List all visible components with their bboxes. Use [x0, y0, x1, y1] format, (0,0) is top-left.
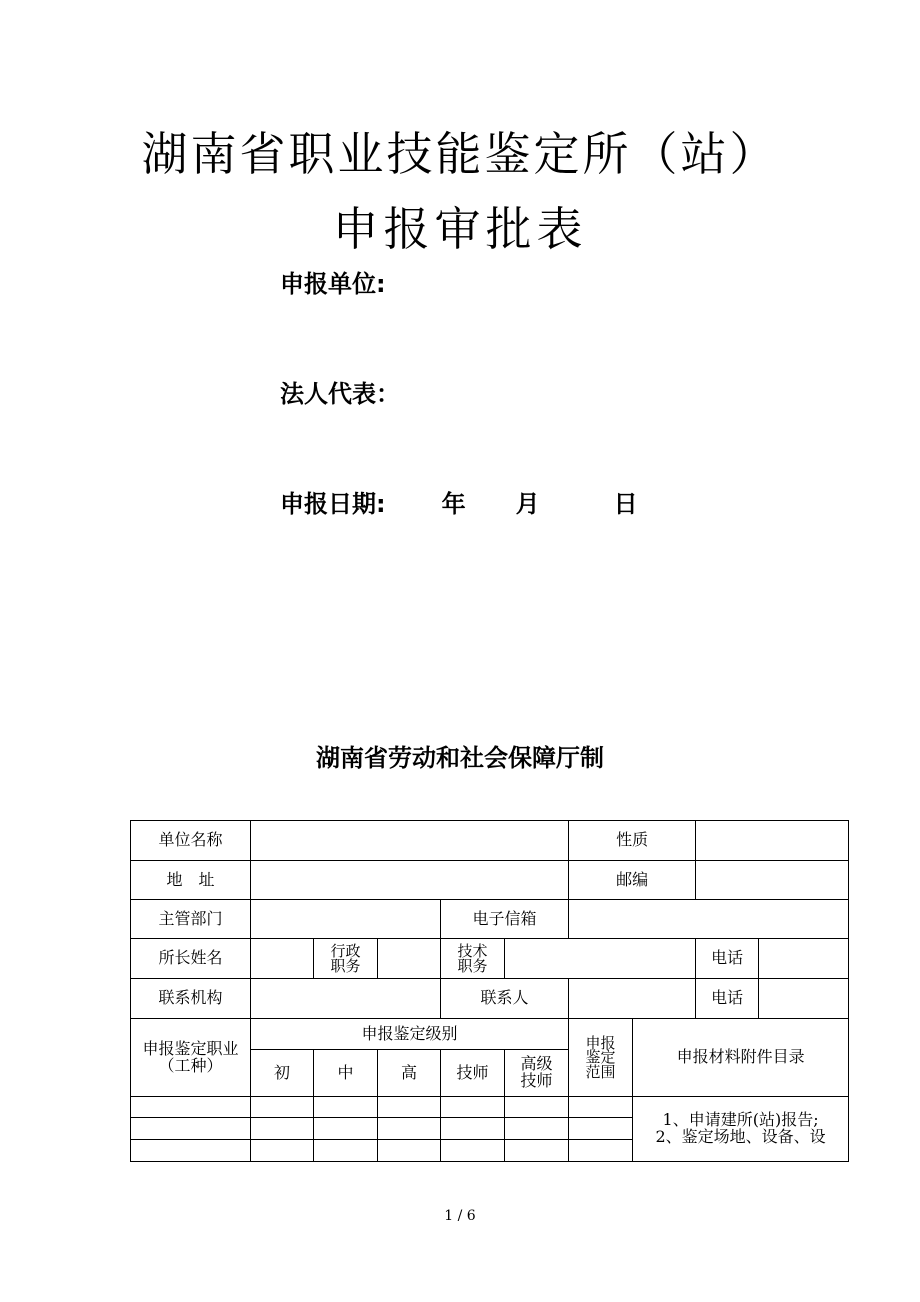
application-date-row [280, 484, 638, 519]
occupation-cell[interactable] [131, 1140, 251, 1162]
form-title-line1: 湖南省职业技能鉴定所（站） [141, 127, 779, 181]
tech-post-value[interactable] [505, 939, 696, 979]
occupation-label [131, 1019, 251, 1097]
tech-post-label [441, 939, 505, 979]
phone2-value[interactable] [759, 979, 849, 1019]
level-cell[interactable] [505, 1097, 569, 1118]
address-value[interactable] [251, 861, 569, 900]
page-number: 1 / 6 [444, 1208, 476, 1224]
unit-name-label: 单位名称 [131, 821, 251, 861]
application-table [130, 820, 849, 1162]
scope-text: 申报鉴定范围 [585, 1034, 616, 1081]
level-cell[interactable] [378, 1097, 441, 1118]
scope-cell[interactable] [569, 1140, 633, 1162]
admin-post-label [314, 939, 378, 979]
level-cell[interactable] [251, 1097, 314, 1118]
legal-representative-label: 法人代表： [280, 380, 400, 408]
occupation-cell[interactable] [131, 1118, 251, 1140]
department-label: 主管部门 [131, 900, 251, 939]
occupation-text: 申报鉴定职业（工种） [142, 1038, 239, 1075]
attachments-list [633, 1097, 849, 1162]
contact-person-label: 联系人 [441, 979, 569, 1019]
form-title-line2: 申报审批表 [332, 202, 588, 256]
year-label: 年 [441, 490, 466, 518]
level-cell[interactable] [378, 1140, 441, 1162]
level-cell[interactable] [251, 1118, 314, 1140]
phone-value[interactable] [759, 939, 849, 979]
unit-name-value[interactable] [251, 821, 569, 861]
level-cell[interactable] [251, 1140, 314, 1162]
occupation-cell[interactable] [131, 1097, 251, 1118]
attachment-item: 2、鉴定场地、设备、设 [655, 1127, 826, 1146]
phone2-label: 电话 [696, 979, 759, 1019]
attachments-header: 申报材料附件目录 [633, 1019, 849, 1097]
attachment-item: 1、申请建所(站)报告; [662, 1110, 819, 1130]
level-cell[interactable] [441, 1118, 505, 1140]
level-cell[interactable] [441, 1097, 505, 1118]
level-cell[interactable] [505, 1140, 569, 1162]
email-value[interactable] [569, 900, 849, 939]
applicant-unit-label: 申报单位: [280, 270, 386, 298]
level-header: 申报鉴定级别 [251, 1019, 569, 1050]
director-name-value[interactable] [251, 939, 314, 979]
admin-post-text: 行政职务 [330, 942, 361, 975]
month-label: 月 [515, 490, 540, 518]
level-cell[interactable] [314, 1097, 378, 1118]
address-label: 地 址 [131, 861, 251, 900]
day-label: 日 [613, 490, 638, 518]
level-cell[interactable] [378, 1118, 441, 1140]
postcode-value[interactable] [696, 861, 849, 900]
nature-value[interactable] [696, 821, 849, 861]
scope-cell[interactable] [569, 1118, 633, 1140]
contact-org-label: 联系机构 [131, 979, 251, 1019]
scope-label [569, 1019, 633, 1097]
level-junior: 初 [251, 1050, 314, 1097]
department-value[interactable] [251, 900, 441, 939]
issuer-line: 湖南省劳动和社会保障厅制 [316, 744, 604, 772]
phone-label: 电话 [696, 939, 759, 979]
email-label: 电子信箱 [441, 900, 569, 939]
level-cell[interactable] [441, 1140, 505, 1162]
level-cell[interactable] [505, 1118, 569, 1140]
level-senior-technician [505, 1050, 569, 1097]
contact-org-value[interactable] [251, 979, 441, 1019]
application-date-label: 申报日期: [280, 490, 386, 518]
contact-person-value[interactable] [569, 979, 696, 1019]
nature-label: 性质 [569, 821, 696, 861]
level-cell[interactable] [314, 1140, 378, 1162]
level-intermediate: 中 [314, 1050, 378, 1097]
level-cell[interactable] [314, 1118, 378, 1140]
admin-post-value[interactable] [378, 939, 441, 979]
director-name-label: 所长姓名 [131, 939, 251, 979]
postcode-label: 邮编 [569, 861, 696, 900]
senior-technician-text: 高级技师 [520, 1054, 553, 1090]
scope-cell[interactable] [569, 1097, 633, 1118]
tech-post-text: 技术职务 [457, 942, 488, 975]
level-technician: 技师 [441, 1050, 505, 1097]
level-senior: 高 [378, 1050, 441, 1097]
